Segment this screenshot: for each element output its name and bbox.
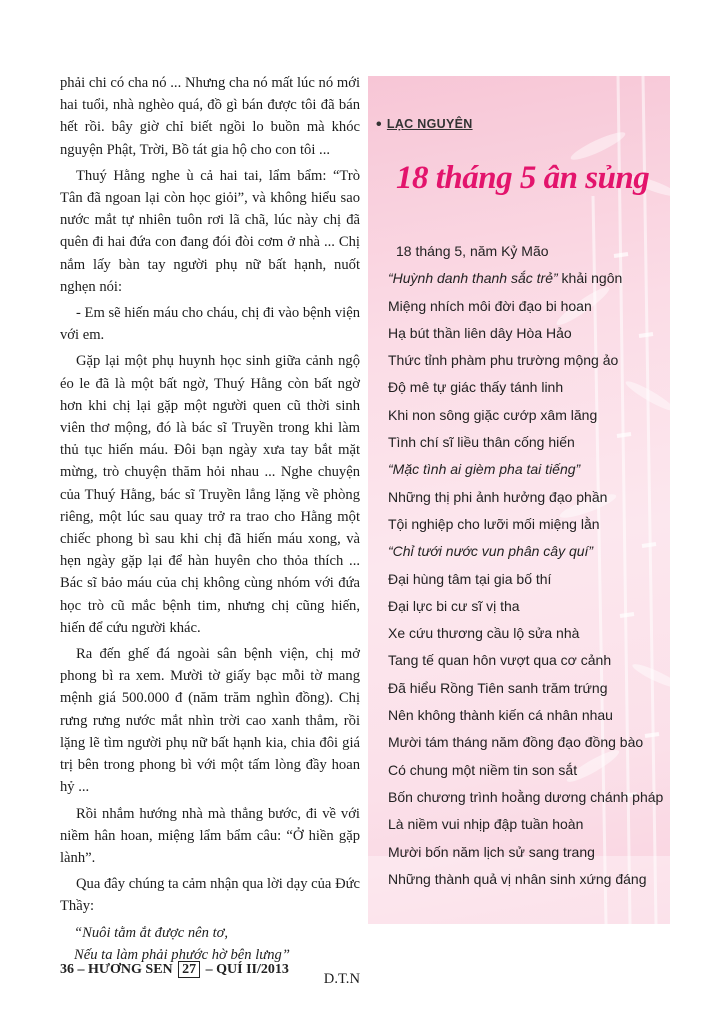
poem-line: Mười tám tháng năm đồng đạo đồng bào	[388, 734, 644, 751]
poem-line: Độ mê tự giác thấy tánh linh	[388, 379, 564, 396]
poem-line: Miệng nhích môi đời đạo bi hoan	[388, 297, 592, 314]
poem-line: Đại lực bi cư sĩ vị tha	[388, 597, 520, 614]
quoted-phrase: “Chỉ tưới nước vun phân cây quí”	[388, 543, 594, 560]
poem-line-rest: khải ngôn	[557, 270, 623, 287]
paragraph: Rồi nhắm hướng nhà mà thẳng bước, đi về với niềm hân hoan, miệng lẩm bẩm câu: “Ở hiền gặp lành”.	[60, 805, 360, 866]
quote-line: “Nuôi tằm ắt được nên tơ,	[74, 924, 229, 941]
poem-line	[388, 538, 668, 565]
poem-line: Tình chí sĩ liều thân cống hiến	[388, 434, 575, 451]
magazine-name: HƯƠNG SEN	[88, 962, 173, 977]
page-number: 36	[60, 962, 74, 977]
page-footer	[60, 962, 289, 978]
paragraph: Qua đây chúng ta cảm nhận qua lời dạy của Đức Thầy:	[60, 876, 360, 915]
issue-period: QUÍ II/2013	[216, 962, 289, 977]
bullet-icon: •	[376, 116, 382, 133]
quote-line: Nếu ta làm phải phước hờ bên lưng”	[74, 946, 290, 963]
paragraph: Gặp lại một phụ huynh học sinh giữa cảnh ngộ éo le đã là một bất ngờ, Thuý Hằng còn bất ngờ hơn khi chị lại gặp một người quen cũ thời sinh viên thơ mộng, đó là bác sĩ Truyền trong khi làm thủ tục hiến máu. Đôi bạn ngày xưa tay bắt mặt mừng, trò chuyện thăm hỏi nhau ... Nghe chuyện của Thuý Hằng, bác sĩ Truyền lẳng lặng về phòng riêng, một lúc sau quay trở ra trao cho Hằng một chiếc phong bì sau khi chị đã hiến máu xong, và hẹn ngày gặp lại để hàn huyên cho thỏa thích ... Bác sĩ bảo máu của chị không cùng nhóm với đứa học trò cũ mắc bệnh tim, nhưng chị cũng hiến, hiến để cứu người khác.	[60, 353, 360, 636]
separator: –	[77, 962, 85, 977]
poem-line: Khi non sông giặc cướp xâm lăng	[388, 406, 598, 423]
paragraph: Ra đến ghế đá ngoài sân bệnh viện, chị mở phong bì ra xem. Mười tờ giấy bạc mỗi tờ mang mệnh giá 500.000 đ (năm trăm nghìn đồng). Chị rưng rưng nước mắt nhìn trời cao xanh thẳm, rồi lặng lẽ tìm người phụ nữ bất hạnh kia, chia đôi giá trị bên trong phong bì với một tấm lòng đầy hoan hỷ ...	[60, 646, 360, 796]
poem-line: Nên không thành kiến cá nhân nhau	[388, 707, 613, 724]
paragraph: - Em sẽ hiến máu cho cháu, chị đi vào bệnh viện với em.	[60, 305, 360, 344]
poem-line: Đại hùng tâm tại gia bố thí	[388, 570, 552, 587]
poem-line: Thức tỉnh phàm phu trường mộng ảo	[388, 352, 619, 369]
poem-line: Những thị phi ảnh hưởng đạo phần	[388, 488, 608, 505]
poem-line: Bốn chương trình hoằng dương chánh pháp	[388, 788, 664, 805]
poem-line: Tội nghiệp cho lưỡi mối miệng lằn	[388, 515, 600, 532]
poem-author	[376, 116, 473, 134]
paragraph: Thuý Hằng nghe ù cả hai tai, lẩm bẩm: “Trò Tân đã ngoan lại còn học giỏi”, và không hiểu sao nước mắt tự nhiên tuôn rơi lã chã, lúc này chị đã quên đi hai đứa con đang đói đòi cơm ở nhà ... Chị nắm lấy bàn tay người phụ nữ bất hạnh, nuốt nghẹn nói:	[60, 167, 360, 295]
poem-line	[388, 456, 668, 483]
poem-lines	[388, 238, 668, 893]
poem-panel	[368, 76, 670, 924]
separator: –	[205, 962, 213, 977]
poem-line: Là niềm vui nhịp đập tuần hoàn	[388, 816, 584, 833]
poem-line: Tang tế quan hôn vượt qua cơ cảnh	[388, 652, 612, 669]
poem-line	[388, 265, 668, 292]
quoted-phrase: “Huỳnh danh thanh sắc trẻ”	[388, 270, 558, 287]
quoted-phrase: “Mặc tình ai gièm pha tai tiếng”	[388, 461, 581, 478]
poem-line: 18 tháng 5, năm Kỷ Mão	[396, 243, 549, 259]
signature: D.T.N	[323, 970, 360, 987]
poem-line: Những thành quả vị nhân sinh xứng đáng	[388, 870, 647, 887]
poem-title: 18 tháng 5 ân sủng	[396, 160, 650, 196]
poem-line: Đã hiểu Rồng Tiên sanh trăm trứng	[388, 679, 608, 696]
poem-line: Có chung một niềm tin son sắt	[388, 761, 578, 778]
author-name: LẠC NGUYÊN	[386, 117, 473, 131]
poem-line: Xe cứu thương cầu lộ sửa nhà	[388, 625, 580, 642]
paragraph: phải chi có cha nó ... Nhưng cha nó mất lúc nó mới hai tuổi, nhà nghèo quá, đồ gì bán được tôi đã bán hết rồi. bây giờ chỉ biết ngồi lo buồn mà khóc nguyện Phật, Trời, Bồ tát gia hộ cho con tôi ...	[60, 75, 360, 158]
issue-number: 27	[178, 961, 200, 978]
article-body	[60, 72, 360, 994]
poem-line: Hạ bút thần liên dây Hòa Hảo	[388, 324, 572, 341]
poem-line: Mười bốn năm lịch sử sang trang	[388, 843, 595, 860]
